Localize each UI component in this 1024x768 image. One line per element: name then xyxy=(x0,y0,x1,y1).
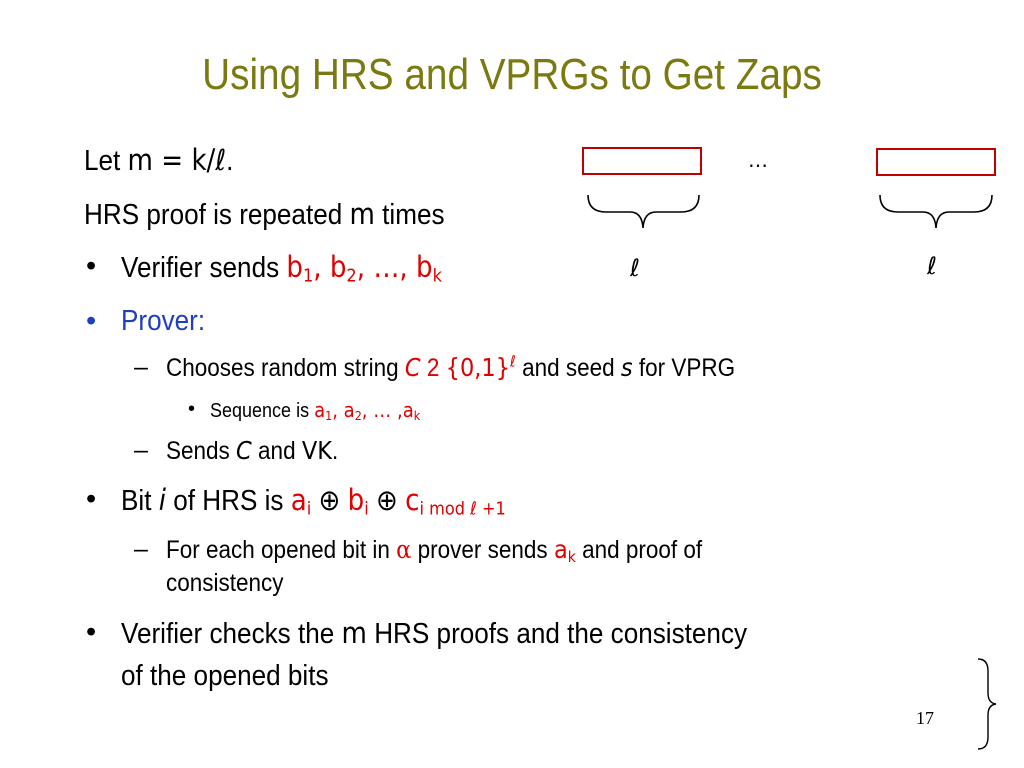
side-brace xyxy=(972,655,1002,755)
bullet-marker: • xyxy=(86,483,97,515)
b-sequence: $b_1$, $b_2$, …, $b_k$ xyxy=(286,250,442,287)
opened-line-2: consistency xyxy=(166,569,284,597)
let-suffix: . xyxy=(226,145,234,177)
brace-right xyxy=(880,195,992,228)
checks-line-2: of the opened bits xyxy=(121,660,329,692)
checks-line: Verifier checks the m HRS proofs and the consistency xyxy=(121,616,748,650)
a-sequence: $a_1$, $a_2$, … $,a_k$ xyxy=(314,398,421,424)
hrs-suffix: times xyxy=(382,199,445,231)
prover-label: Prover: xyxy=(121,305,206,337)
let-prefix: Let xyxy=(84,145,121,177)
bullet-marker: • xyxy=(86,616,97,648)
dash-marker: – xyxy=(134,353,148,381)
slide-number: 17 xyxy=(916,708,934,728)
sends-line: Sends C and VK. xyxy=(166,436,339,465)
brace-left xyxy=(588,195,699,228)
chooses-line: Chooses random string C 2 $\{0,1\}^\ell$ and seed s for VPRG xyxy=(166,352,736,382)
sequence-line: Sequence is $a_1$, $a_2$, … $,a_k$ xyxy=(210,398,421,424)
let-expr: m = k/ℓ xyxy=(127,143,227,177)
hrs-line xyxy=(84,197,485,232)
ell-label-right: ℓ xyxy=(927,252,937,280)
blocks-ellipsis: … xyxy=(748,148,768,172)
bullet-marker-small: • xyxy=(188,398,196,420)
verifier-sends-line xyxy=(121,250,478,285)
dash-marker: – xyxy=(134,436,148,464)
hrs-var: m xyxy=(349,197,375,231)
bullet-marker: • xyxy=(86,305,97,337)
dash-marker: – xyxy=(134,535,148,563)
set-expr: $\{0,1\}^\ell$ xyxy=(445,352,516,382)
block-left xyxy=(583,148,701,174)
slide-title: Using HRS and VPRGs to Get Zaps xyxy=(202,50,822,99)
ell-label-left: ℓ xyxy=(630,254,640,282)
verifier-sends-text: Verifier sends xyxy=(121,252,280,284)
opened-line: For each opened bit in α prover sends $a_k$ and proof of xyxy=(166,535,703,566)
alpha-symbol: α xyxy=(396,535,412,564)
let-line xyxy=(84,143,250,178)
bit-line: Bit i of HRS is $a_i$ ⊕ $b_i$ ⊕ $c_{i mod \ell +1}$ xyxy=(121,483,506,520)
bullet-marker: • xyxy=(86,250,97,282)
xor-expression: $a_i$ xyxy=(290,483,312,520)
hrs-prefix: HRS proof is repeated xyxy=(84,199,343,231)
block-right xyxy=(877,149,995,175)
